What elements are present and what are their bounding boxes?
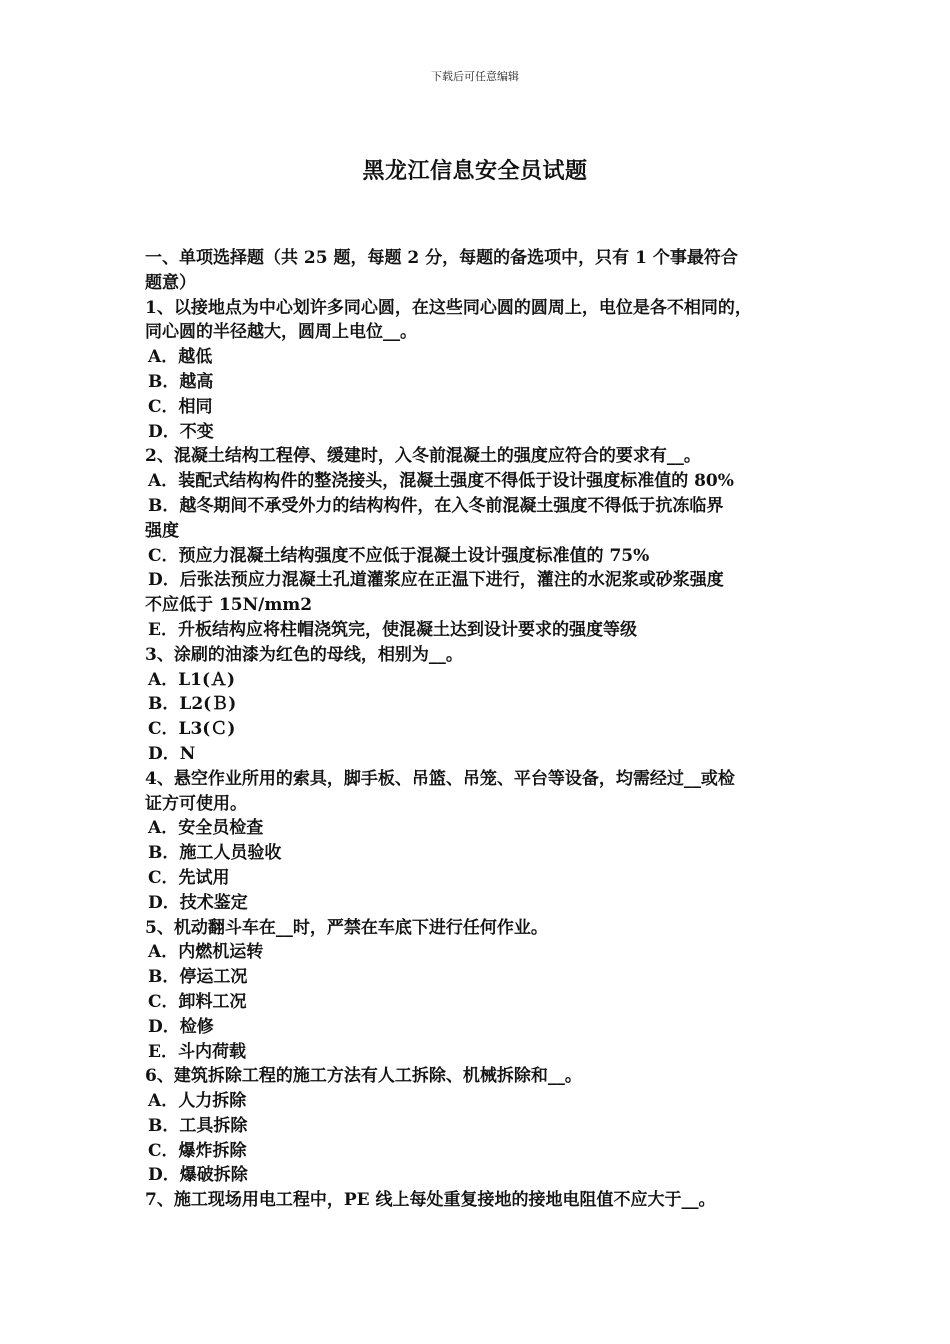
option-c: C．预应力混凝土结构强度不应低于混凝土设计强度标准值的 75%	[148, 545, 650, 566]
option-a: A．安全员检查	[148, 818, 264, 839]
option-b: B．工具拆除	[148, 1115, 248, 1136]
option-e: E．斗内荷载	[148, 1041, 246, 1062]
option-d: D．N	[148, 743, 196, 764]
section-heading-line-2: 题意）	[145, 272, 196, 293]
question-text: 4、悬空作业所用的索具，脚手板、吊篮、吊笼、平台等设备，均需经过__或检	[145, 768, 735, 789]
question-text: 证方可使用。	[145, 793, 247, 814]
option-c: C．卸料工况	[148, 991, 247, 1012]
document-body	[145, 246, 825, 1213]
option-d: D．技术鉴定	[148, 892, 248, 913]
option-a: A．越低	[148, 347, 213, 368]
option-b: B．越冬期间不承受外力的结构构件，在入冬前混凝土强度不得低于抗冻临界	[148, 495, 724, 516]
section-heading-line-1: 一、单项选择题（共 25 题，每题 2 分，每题的备选项中，只有 1 个事最符合	[145, 248, 738, 268]
question-6	[145, 1064, 825, 1188]
option-b-continued: 强度	[145, 520, 179, 541]
question-2	[145, 444, 825, 642]
option-a: A．L1(Ａ)	[148, 669, 236, 690]
question-1	[145, 296, 825, 445]
document-title: 黑龙江信息安全员试题	[362, 158, 588, 184]
question-3	[145, 643, 825, 767]
option-a: A．内燃机运转	[148, 942, 264, 963]
option-e: E．升板结构应将柱帽浇筑完，使混凝土达到设计要求的强度等级	[148, 619, 637, 640]
option-b: B．越高	[148, 371, 214, 392]
option-c: C．L3(Ｃ)	[148, 719, 236, 740]
question-text: 5、机动翻斗车在__时，严禁在车底下进行任何作业。	[145, 917, 548, 938]
question-text: 7、施工现场用电工程中，PE 线上每处重复接地的接地电阻值不应大于__。	[145, 1190, 716, 1211]
option-c: C．爆炸拆除	[148, 1140, 247, 1161]
option-d: D．不变	[148, 421, 214, 442]
question-text: 1、以接地点为中心划许多同心圆，在这些同心圆的圆周上，电位是各不相同的，	[145, 297, 752, 318]
question-7	[145, 1188, 825, 1213]
option-c: C．先试用	[148, 867, 230, 888]
option-d-continued: 不应低于 15N/mm2	[145, 595, 313, 616]
option-d: D．检修	[148, 1016, 214, 1037]
option-b: B．停运工况	[148, 967, 248, 988]
option-c: C．相同	[148, 396, 213, 417]
header-note: 下载后可任意编辑	[431, 70, 519, 83]
question-text: 3、涂刷的油漆为红色的母线，相别为__。	[145, 644, 463, 665]
question-text: 6、建筑拆除工程的施工方法有人工拆除、机械拆除和__。	[145, 1066, 582, 1087]
option-b: B．施工人员验收	[148, 843, 282, 864]
option-a: A．人力拆除	[148, 1091, 247, 1112]
question-text: 2、混凝土结构工程停、缓建时，入冬前混凝土的强度应符合的要求有__。	[145, 446, 701, 467]
question-text: 同心圆的半径越大，圆周上电位__。	[145, 322, 417, 343]
option-b: B．L2(Ｂ)	[148, 694, 237, 715]
option-d: D．爆破拆除	[148, 1165, 248, 1186]
option-d: D．后张法预应力混凝土孔道灌浆应在正温下进行，灌注的水泥浆或砂浆强度	[148, 570, 724, 591]
question-5	[145, 916, 825, 1065]
option-a: A．装配式结构构件的整浇接头，混凝土强度不得低于设计强度标准值的 80%	[148, 471, 734, 492]
question-4	[145, 767, 825, 916]
